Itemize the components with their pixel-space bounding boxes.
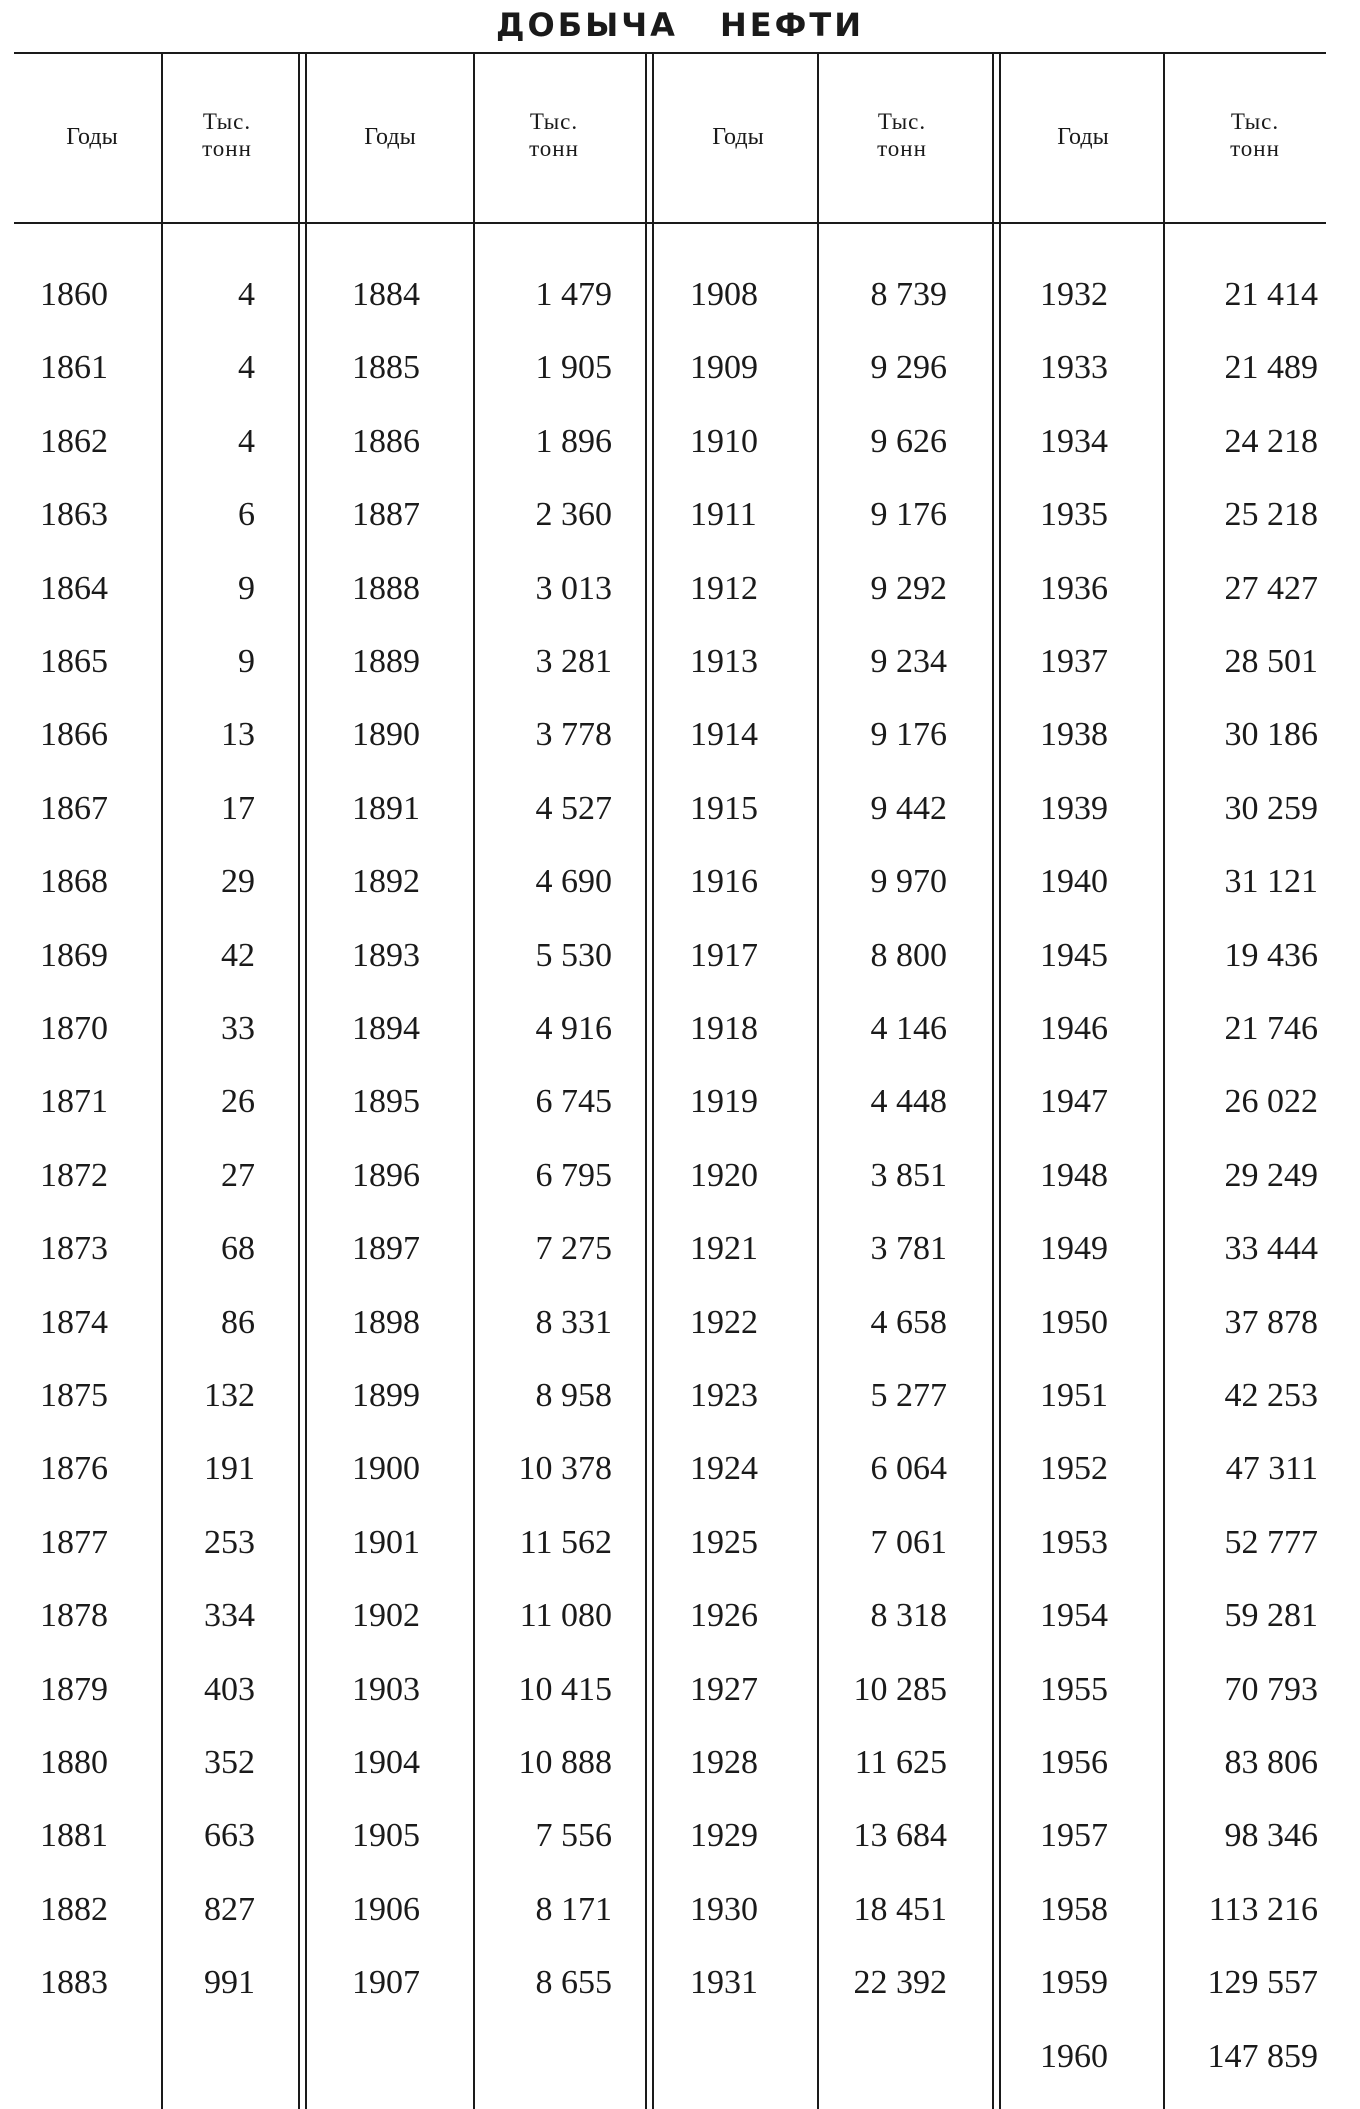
table-cell-value: 4 [238,422,255,460]
group-separator [999,52,1001,2109]
table-cell-value: 6 [238,496,255,534]
table-cell-year: 1876 [40,1450,108,1488]
table-cell-value: 70 793 [1224,1670,1318,1708]
header-years: Годы [712,124,764,150]
table-cell-value: 4 448 [870,1083,947,1121]
table-cell-value: 991 [204,1964,255,2002]
table-cell-year: 1933 [1040,349,1108,387]
table-cell-year: 1936 [1040,569,1108,607]
table-cell-year: 1911 [690,496,757,534]
table-cell-value: 11 625 [854,1744,947,1781]
table-cell-value: 47 311 [1225,1450,1318,1488]
table-cell-year: 1898 [352,1303,420,1341]
table-cell-value: 8 958 [535,1377,612,1414]
table-cell-value: 1 896 [535,422,612,460]
table-cell-year: 1873 [40,1230,108,1268]
table-cell-year: 1887 [352,496,420,534]
table-cell-value: 352 [204,1744,255,1781]
table-cell-year: 1878 [40,1597,108,1635]
table-cell-value: 27 [221,1156,255,1194]
table-cell-value: 13 684 [853,1817,947,1855]
table-cell-year: 1958 [1040,1890,1108,1928]
table-cell-year: 1919 [690,1083,758,1121]
table-cell-year: 1945 [1040,936,1108,974]
table-cell-year: 1959 [1040,1964,1108,2002]
table-cell-year: 1906 [352,1890,420,1928]
table-cell-year: 1896 [352,1156,420,1194]
table-cell-value: 132 [204,1377,255,1414]
table-cell-year: 1903 [352,1670,420,1708]
table-cell-value: 3 281 [535,643,612,680]
header-years: Годы [1057,124,1109,150]
table-cell-value: 52 777 [1224,1523,1318,1561]
table-cell-year: 1926 [690,1597,758,1635]
table-cell-year: 1892 [352,863,420,901]
table-cell-value: 8 318 [870,1597,947,1635]
header-value-line2: тонн [877,136,927,161]
table-cell-value: 21 489 [1224,349,1318,387]
table-cell-year: 1929 [690,1817,758,1855]
table-cell-value: 21 414 [1224,276,1318,313]
table-cell-value: 10 888 [518,1744,612,1781]
table-cell-value: 129 557 [1207,1964,1318,2002]
table-cell-year: 1909 [690,349,758,387]
table-cell-year: 1874 [40,1303,108,1341]
table-cell-value: 10 378 [518,1450,612,1488]
header-value-line1: Тыс. [529,109,579,134]
table-cell-year: 1915 [690,789,758,827]
table-cell-value: 9 970 [870,863,947,901]
table-cell-value: 403 [204,1670,255,1708]
table-cell-value: 21 746 [1224,1010,1318,1047]
page-title: ДОБЫЧА НЕФТИ [496,6,864,44]
table-cell-year: 1893 [352,936,420,974]
table-cell-year: 1868 [40,863,108,901]
table-cell-value: 1 479 [535,276,612,313]
table-cell-year: 1865 [40,643,108,680]
table-cell-year: 1950 [1040,1303,1108,1341]
table-cell-value: 8 331 [535,1303,612,1341]
table-cell-value: 98 346 [1224,1817,1318,1855]
header-thousand-tonnes [1175,108,1335,162]
table-cell-year: 1880 [40,1744,108,1781]
table-cell-value: 18 451 [853,1890,947,1928]
header-thousand-tonnes [474,108,634,162]
table-cell-year: 1934 [1040,422,1108,460]
table-cell-value: 11 562 [519,1523,612,1561]
table-cell-value: 29 249 [1224,1156,1318,1194]
table-cell-value: 3 781 [870,1230,947,1268]
table-cell-value: 9 176 [870,716,947,754]
table-cell-value: 19 436 [1224,936,1318,974]
table-cell-value: 13 [221,716,255,754]
table-cell-value: 30 186 [1224,716,1318,754]
table-cell-year: 1922 [690,1303,758,1341]
table-cell-value: 30 259 [1224,789,1318,827]
group-separator [645,52,647,2109]
table-cell-year: 1960 [1040,2037,1108,2075]
table-cell-year: 1930 [690,1890,758,1928]
table-cell-year: 1921 [690,1230,758,1268]
table-cell-value: 9 176 [870,496,947,534]
table-cell-year: 1877 [40,1523,108,1561]
table-cell-value: 33 444 [1224,1230,1318,1268]
table-cell-year: 1891 [352,789,420,827]
table-cell-value: 4 527 [535,789,612,827]
table-cell-year: 1884 [352,276,420,313]
table-cell-year: 1913 [690,643,758,680]
table-cell-value: 11 080 [519,1597,612,1635]
table-cell-value: 7 275 [535,1230,612,1268]
table-cell-year: 1861 [40,349,108,387]
table-cell-year: 1875 [40,1377,108,1414]
table-cell-value: 9 442 [870,789,947,827]
table-cell-year: 1899 [352,1377,420,1414]
table-cell-year: 1895 [352,1083,420,1121]
table-cell-value: 33 [221,1010,255,1047]
table-cell-value: 8 171 [535,1890,612,1928]
table-cell-year: 1954 [1040,1597,1108,1635]
header-years: Годы [66,124,118,150]
table-cell-value: 22 392 [853,1964,947,2002]
table-cell-year: 1955 [1040,1670,1108,1708]
table-cell-year: 1904 [352,1744,420,1781]
table-cell-value: 9 [238,643,255,680]
header-thousand-tonnes [147,108,307,162]
table-cell-value: 3 851 [870,1156,947,1194]
table-cell-value: 8 800 [870,936,947,974]
table-cell-value: 1 905 [535,349,612,387]
table-cell-year: 1886 [352,422,420,460]
header-value-line2: тонн [202,136,252,161]
table-cell-year: 1953 [1040,1523,1108,1561]
table-cell-year: 1900 [352,1450,420,1488]
table-cell-year: 1864 [40,569,108,607]
table-cell-value: 4 658 [870,1303,947,1341]
table-cell-value: 6 745 [535,1083,612,1121]
table-cell-value: 83 806 [1224,1744,1318,1781]
table-cell-year: 1881 [40,1817,108,1855]
table-cell-value: 2 360 [535,496,612,534]
header-value-line1: Тыс. [202,109,252,134]
table-cell-value: 7 061 [870,1523,947,1561]
table-cell-value: 147 859 [1207,2037,1318,2075]
table-cell-year: 1918 [690,1010,758,1047]
table-cell-value: 9 [238,569,255,607]
table-cell-value: 42 [221,936,255,974]
table-cell-year: 1882 [40,1890,108,1928]
table-cell-year: 1907 [352,1964,420,2002]
header-bottom-rule [14,222,1326,224]
header-top-rule [14,52,1326,54]
table-cell-value: 9 626 [870,422,947,460]
table-cell-value: 28 501 [1224,643,1318,680]
table-cell-year: 1866 [40,716,108,754]
table-cell-value: 827 [204,1890,255,1928]
table-cell-year: 1867 [40,789,108,827]
table-cell-year: 1889 [352,643,420,680]
table-cell-value: 24 218 [1224,422,1318,460]
table-cell-value: 4 146 [870,1010,947,1047]
table-cell-year: 1888 [352,569,420,607]
table-cell-year: 1872 [40,1156,108,1194]
table-cell-year: 1952 [1040,1450,1108,1488]
table-cell-value: 8 655 [535,1964,612,2002]
table-cell-year: 1871 [40,1083,108,1121]
header-value-line2: тонн [529,136,579,161]
table-cell-year: 1901 [352,1523,420,1561]
table-cell-value: 4 [238,276,255,313]
group-separator [992,52,994,2109]
table-cell-year: 1910 [690,422,758,460]
table-cell-value: 10 415 [518,1670,612,1708]
table-cell-value: 29 [221,863,255,901]
group-separator [305,52,307,2109]
table-cell-year: 1932 [1040,276,1108,313]
table-cell-year: 1905 [352,1817,420,1855]
table-cell-year: 1863 [40,496,108,534]
table-cell-value: 59 281 [1224,1597,1318,1635]
table-cell-value: 37 878 [1224,1303,1318,1341]
table-cell-value: 253 [204,1523,255,1561]
header-value-line2: тонн [1230,136,1280,161]
table-cell-year: 1935 [1040,496,1108,534]
table-cell-value: 4 [238,349,255,387]
table-cell-year: 1897 [352,1230,420,1268]
table-cell-year: 1916 [690,863,758,901]
table-cell-value: 31 121 [1224,863,1318,901]
table-cell-year: 1937 [1040,643,1108,680]
table-cell-value: 6 064 [870,1450,947,1488]
table-cell-year: 1925 [690,1523,758,1561]
table-cell-value: 5 530 [535,936,612,974]
header-years: Годы [364,124,416,150]
table-cell-year: 1949 [1040,1230,1108,1268]
table-cell-value: 26 [221,1083,255,1121]
table-cell-year: 1951 [1040,1377,1108,1414]
table-cell-year: 1870 [40,1010,108,1047]
table-cell-year: 1920 [690,1156,758,1194]
table-cell-year: 1938 [1040,716,1108,754]
table-cell-value: 8 739 [870,276,947,313]
table-cell-value: 7 556 [535,1817,612,1855]
table-cell-value: 9 296 [870,349,947,387]
table-cell-value: 663 [204,1817,255,1855]
table-cell-year: 1923 [690,1377,758,1414]
table-cell-value: 68 [221,1230,255,1268]
table-cell-value: 3 013 [535,569,612,607]
table-cell-value: 4 916 [535,1010,612,1047]
table-cell-year: 1957 [1040,1817,1108,1855]
table-cell-value: 25 218 [1224,496,1318,534]
table-cell-year: 1917 [690,936,758,974]
table-cell-year: 1912 [690,569,758,607]
table-cell-year: 1947 [1040,1083,1108,1121]
table-cell-value: 17 [221,789,255,827]
table-cell-value: 26 022 [1224,1083,1318,1121]
table-cell-value: 191 [204,1450,255,1488]
table-cell-year: 1894 [352,1010,420,1047]
table-cell-year: 1940 [1040,863,1108,901]
table-cell-year: 1902 [352,1597,420,1635]
table-cell-value: 113 216 [1208,1890,1318,1928]
table-cell-year: 1862 [40,422,108,460]
table-cell-value: 9 292 [870,569,947,607]
table-cell-year: 1928 [690,1744,758,1781]
table-cell-year: 1908 [690,276,758,313]
table-cell-value: 9 234 [870,643,947,680]
table-cell-year: 1869 [40,936,108,974]
table-cell-value: 86 [221,1303,255,1341]
table-cell-year: 1883 [40,1964,108,2002]
table-cell-value: 27 427 [1224,569,1318,607]
table-cell-year: 1860 [40,276,108,313]
table-cell-year: 1885 [352,349,420,387]
table-cell-year: 1931 [690,1964,758,2002]
table-cell-year: 1948 [1040,1156,1108,1194]
header-thousand-tonnes [822,108,982,162]
group-separator [298,52,300,2109]
table-cell-year: 1914 [690,716,758,754]
group-separator [652,52,654,2109]
table-cell-year: 1946 [1040,1010,1108,1047]
table-cell-year: 1890 [352,716,420,754]
table-cell-year: 1956 [1040,1744,1108,1781]
table-cell-value: 334 [204,1597,255,1635]
table-cell-year: 1927 [690,1670,758,1708]
table-cell-value: 42 253 [1224,1377,1318,1414]
table-cell-value: 4 690 [535,863,612,901]
table-cell-value: 3 778 [535,716,612,754]
table-cell-year: 1939 [1040,789,1108,827]
table-cell-year: 1879 [40,1670,108,1708]
table-cell-value: 6 795 [535,1156,612,1194]
header-value-line1: Тыс. [877,109,927,134]
table-cell-value: 10 285 [853,1670,947,1708]
table-cell-year: 1924 [690,1450,758,1488]
table-cell-value: 5 277 [870,1377,947,1414]
header-value-line1: Тыс. [1230,109,1280,134]
